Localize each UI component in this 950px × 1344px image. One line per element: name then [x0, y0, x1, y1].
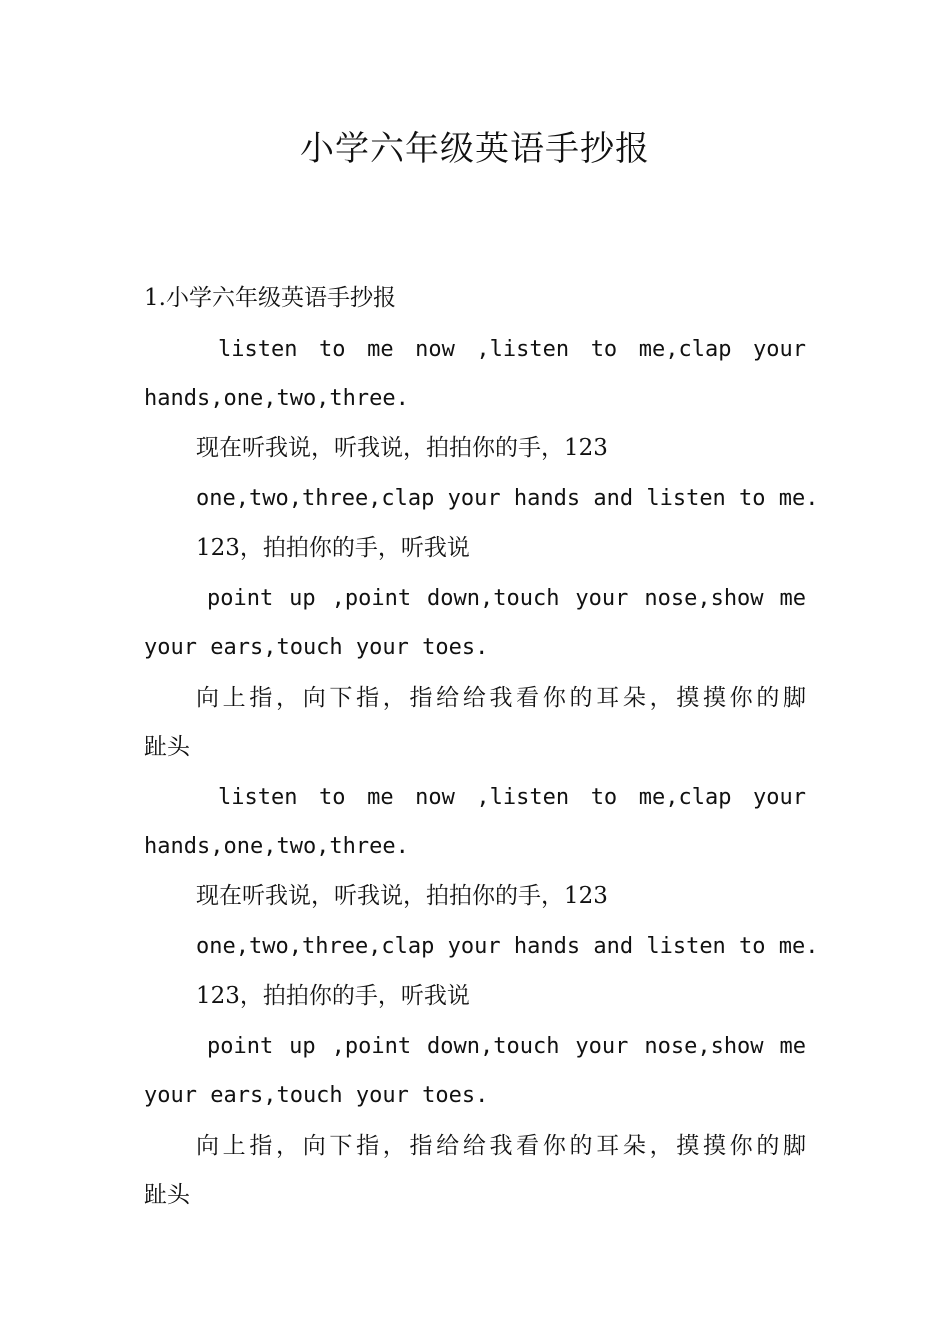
paragraph-line: 现在听我说，听我说，拍拍你的手，123	[196, 435, 608, 461]
paragraph-line: 123，拍拍你的手，听我说	[196, 983, 470, 1009]
paragraph-line: listen to me now ,listen to me,clap your	[218, 337, 806, 362]
paragraph-line: listen to me now ,listen to me,clap your	[218, 785, 806, 810]
paragraph-line: 123，拍拍你的手，听我说	[196, 535, 470, 561]
paragraph-line: point up ,point down,touch your nose,show me	[207, 1034, 806, 1059]
paragraph-line: hands,one,two,three.	[144, 834, 409, 859]
paragraph-line: your ears,touch your toes.	[144, 635, 489, 660]
paragraph-line: 向上指，向下指，指给给我看你的耳朵，摸摸你的脚	[196, 685, 806, 711]
paragraph-line: 趾头	[144, 734, 190, 760]
paragraph-line: hands,one,two,three.	[144, 386, 409, 411]
paragraph-line: one,two,three,clap your hands and listen to me.	[196, 486, 819, 511]
section-heading: 1.小学六年级英语手抄报	[144, 285, 396, 311]
paragraph-line: point up ,point down,touch your nose,show me	[207, 586, 806, 611]
paragraph-line: 趾头	[144, 1182, 190, 1208]
paragraph-line: one,two,three,clap your hands and listen to me.	[196, 934, 819, 959]
paragraph-line: your ears,touch your toes.	[144, 1083, 489, 1108]
paragraph-line: 向上指，向下指，指给给我看你的耳朵，摸摸你的脚	[196, 1133, 806, 1159]
paragraph-line: 现在听我说，听我说，拍拍你的手，123	[196, 883, 608, 909]
document-title: 小学六年级英语手抄报	[300, 129, 650, 169]
